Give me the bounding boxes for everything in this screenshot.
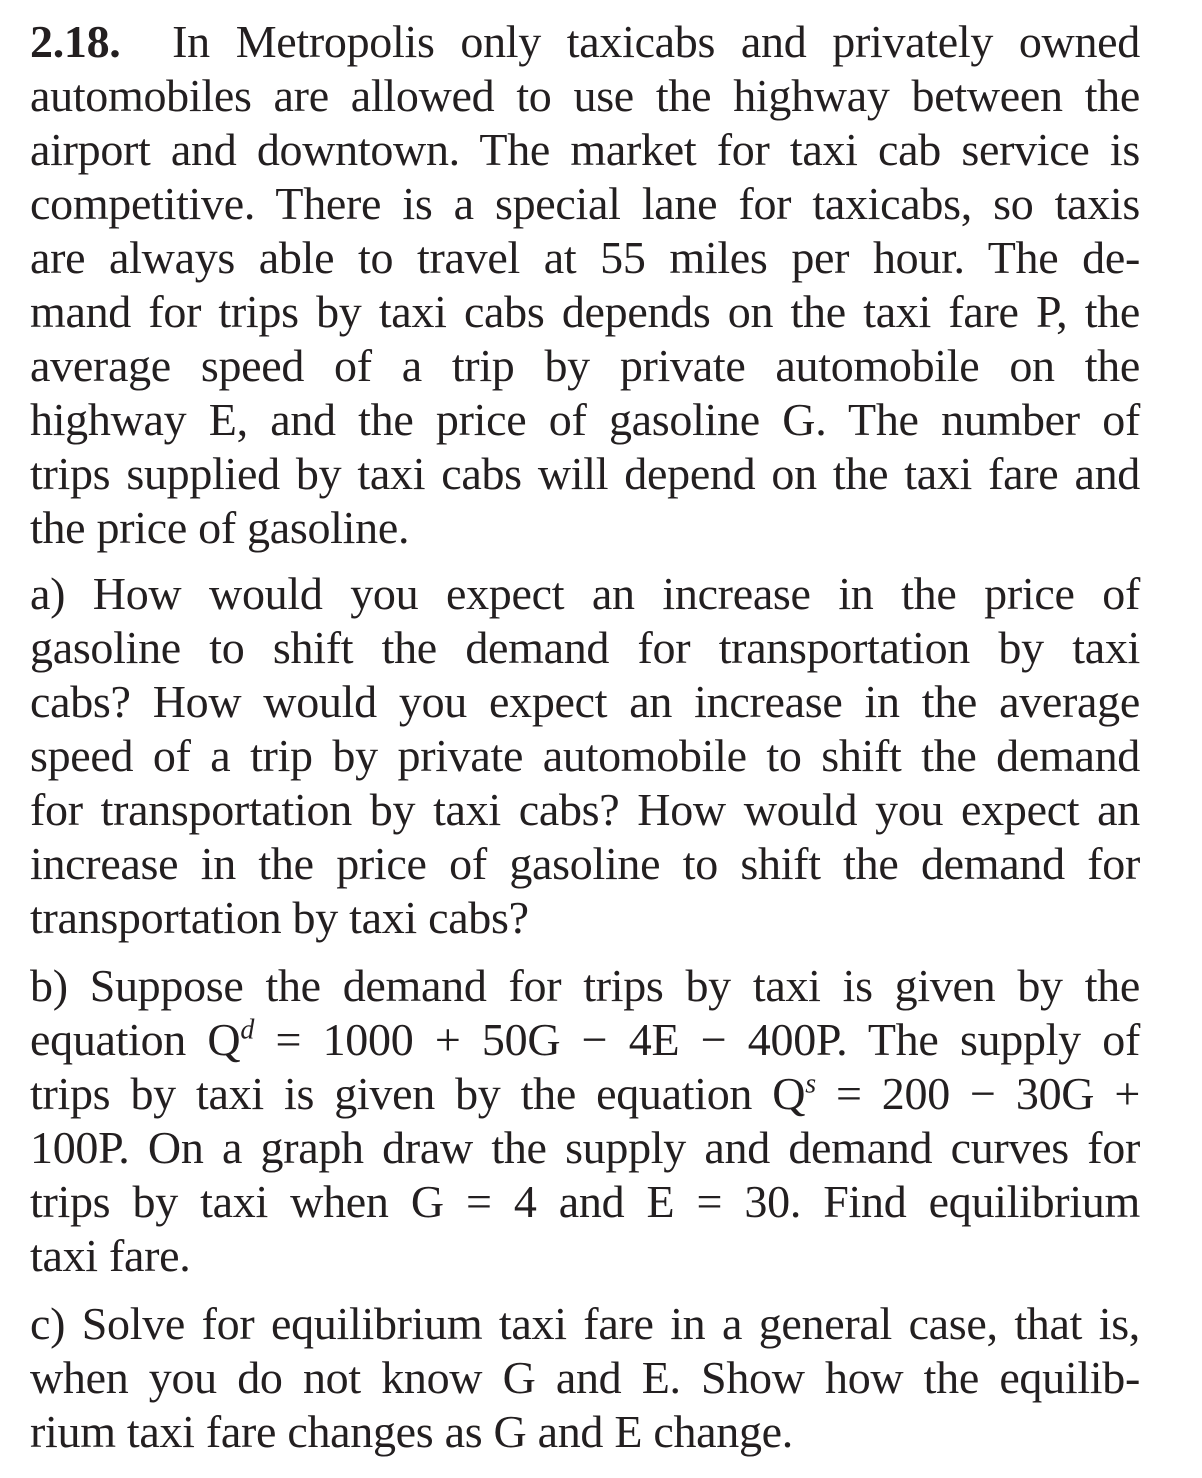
intro-line-1: 2.18. In Metropolis only taxicabs and privately owned xyxy=(30,16,1140,67)
part-a-line-3: cabs? How would you expect an increase in the average xyxy=(30,676,1140,727)
part-b-line-4: 100P. On a graph draw the supply and demand curves for xyxy=(30,1122,1140,1173)
intro-line-6: mand for trips by taxi cabs depends on the taxi fare P, the xyxy=(30,286,1140,337)
intro-line-10: the price of gasoline. xyxy=(30,502,410,553)
part-a-line-4: speed of a trip by private automobile to shift the demand xyxy=(30,730,1140,781)
part-c-line-2: when you do not know G and E. Show how the equilib- xyxy=(30,1352,1140,1403)
part-a-line-2: gasoline to shift the demand for transportation by taxi xyxy=(30,622,1140,673)
intro-line-5: are always able to travel at 55 miles per hour. The de- xyxy=(30,232,1140,283)
part-c-line-3: rium taxi fare changes as G and E change. xyxy=(30,1406,793,1457)
part-b-line-3: trips by taxi is given by the equation $Q^s = 200 - 30G$ + xyxy=(30,1068,1140,1119)
part-b-line-6: taxi fare. xyxy=(30,1230,191,1281)
intro-line-8: highway E, and the price of gasoline G. The number of xyxy=(30,394,1140,445)
intro-line-4: competitive. There is a special lane for taxicabs, so taxis xyxy=(30,178,1140,229)
intro-line-9: trips supplied by taxi cabs will depend on the taxi fare and xyxy=(30,448,1140,499)
problem-number: 2.18. xyxy=(30,16,121,67)
part-b-line-1: b) Suppose the demand for trips by taxi is given by the xyxy=(30,960,1140,1011)
part-a-line-1: a) How would you expect an increase in the price of xyxy=(30,568,1140,619)
intro-line-2: automobiles are allowed to use the highway between the xyxy=(30,70,1140,121)
part-a-line-6: increase in the price of gasoline to shift the demand for xyxy=(30,838,1140,889)
part-b-line-5: trips by taxi when G = 4 and E = 30. Find equilibrium xyxy=(30,1176,1140,1227)
part-b-line-2: equation $Q^d = 1000 + 50G - 4E - 400P$. The supply of xyxy=(30,1014,1140,1065)
part-a-line-5: for transportation by taxi cabs? How would you expect an xyxy=(30,784,1140,835)
intro-line-3: airport and downtown. The market for taxi cab service is xyxy=(30,124,1140,175)
part-a-line-7: transportation by taxi cabs? xyxy=(30,892,529,943)
intro-line-7: average speed of a trip by private automobile on the xyxy=(30,340,1140,391)
part-c-line-1: c) Solve for equilibrium taxi fare in a general case, that is, xyxy=(30,1298,1140,1349)
